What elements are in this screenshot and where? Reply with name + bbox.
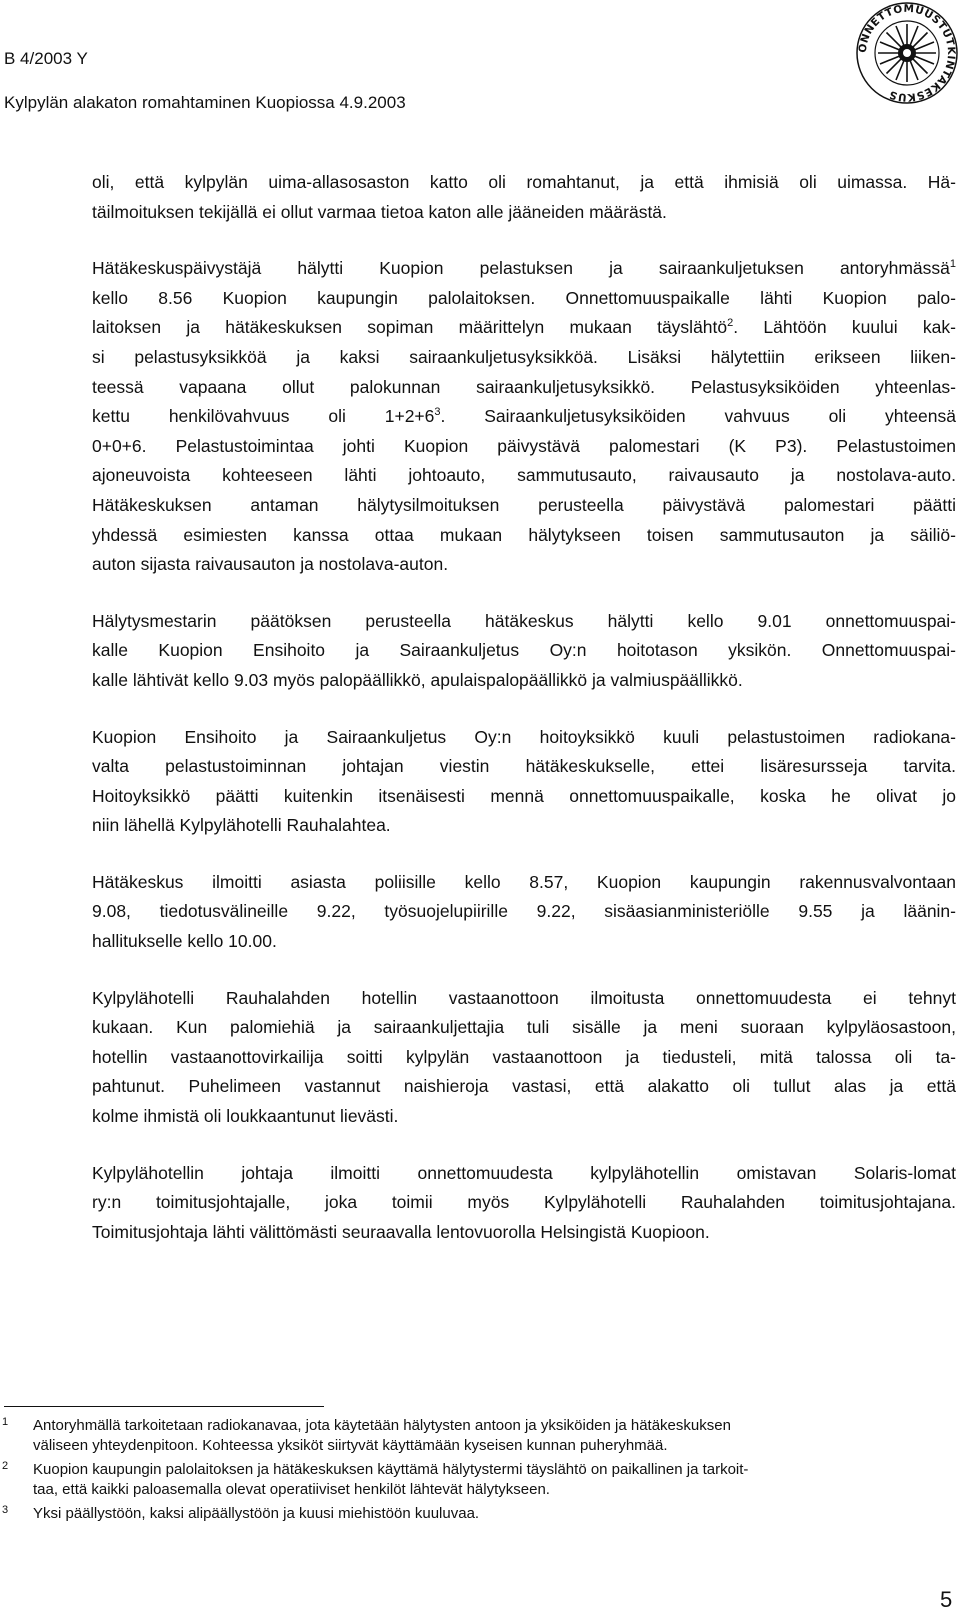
footnotes	[0, 1416, 960, 1528]
paragraph	[92, 723, 956, 841]
paragraph-line: kalle lähtivät kello 9.03 myös palopäällikkö, apulaispalopäällikkö ja valmiuspäällikkö.	[92, 669, 743, 690]
footnote-line: väliseen yhteydenpitoon. Kohteessa yksiköt siirtyvät käyttämään kyseisen kunnan puheryhmää.	[33, 1437, 668, 1454]
paragraph-line: pahtunut. Puhelimeen vastannut naishieroja vastasi, että alakatto oli tullut alas ja että	[92, 1076, 956, 1097]
paragraph-line: kukaan. Kun palomiehiä ja sairaankuljettajia tuli sisälle ja meni suoraan kylpyläosastoon,	[92, 1017, 956, 1038]
paragraph-line: kettu henkilövahvuus oli $1+2+6^3$. Sairaankuljetusyksiköiden vahvuus oli yhteensä	[92, 406, 956, 427]
paragraph	[92, 984, 956, 1132]
paragraph-line: Kuopion Ensihoito ja Sairaankuljetus Oy:n hoitoyksikkö kuuli pelastustoimen radiokana-	[92, 726, 956, 747]
paragraph-line: 9.08, tiedotusvälineille 9.22, työsuojelupiirille 9.22, sisäasianministeriölle 9.55 ja läänin-	[92, 901, 956, 922]
paragraph-line: Hätäkeskuspäivystäjä hälytti Kuopion pelastuksen ja sairaankuljetuksen antoryhmässä$^1$	[92, 258, 956, 279]
paragraph	[92, 1159, 956, 1248]
paragraph	[92, 254, 956, 580]
footnote-number: 1	[2, 1416, 9, 1428]
paragraph-line: kello 8.56 Kuopion kaupungin palolaitoksen. Onnettomuuspaikalle lähti Kuopion palo-	[92, 287, 956, 308]
paragraph-line: Hätäkeskuksen antaman hälytysilmoituksen perusteella päivystävä palomestari päätti	[92, 494, 956, 515]
footnote-line: Yksi päällystöön, kaksi alipäällystöön ja kuusi miehistöön kuuluvaa.	[33, 1505, 480, 1522]
paragraph-line: kalle Kuopion Ensihoito ja Sairaankuljetus Oy:n hoitotason yksikön. Onnettomuuspai-	[92, 640, 956, 661]
paragraph-line: teessä vapaana ollut palokunnan sairaankuljetusyksikkö. Pelastusyksiköiden yhteenlas-	[92, 376, 956, 397]
footnote	[0, 1416, 960, 1456]
paragraph-line: täilmoituksen tekijällä ei ollut varmaa tietoa katon alle jääneiden määrästä.	[92, 201, 667, 222]
paragraph	[92, 168, 956, 227]
logo-ring-text: ONNETTOMUUSTUTKINTAKESKUS	[856, 2, 958, 104]
paragraph-line: Hälytysmestarin päätöksen perusteella hätäkeskus hälytti kello 9.01 onnettomuuspai-	[92, 610, 956, 631]
footnote-reference[interactable]: 2	[727, 317, 734, 330]
footnote-number: 3	[2, 1504, 9, 1516]
footnote-line: Kuopion kaupungin palolaitoksen ja hätäkeskuksen käyttämä hälytystermi täyslähtö on paikallinen ja tarkoit-	[33, 1461, 749, 1478]
paragraph	[92, 868, 956, 957]
paragraph-line: niin lähellä Kylpylähotelli Rauhalahtea.	[92, 815, 391, 836]
paragraph	[92, 607, 956, 696]
paragraph-line: Kylpylähotellin johtaja ilmoitti onnettomuudesta kylpylähotellin omistavan Solaris-lomat	[92, 1162, 956, 1183]
onnettomuustutkintakeskus-logo	[854, 0, 960, 106]
paragraph-line: Hätäkeskus ilmoitti asiasta poliisille kello 8.57, Kuopion kaupungin rakennusvalvontaan	[92, 871, 956, 892]
paragraph-line: hallitukselle kello 10.00.	[92, 931, 277, 952]
paragraph-line: yhdessä esimiesten kanssa ottaa mukaan hälytykseen toisen sammutusauton ja säiliö-	[92, 524, 956, 545]
footnote	[0, 1460, 960, 1500]
paragraph-line: Hoitoyksikkö päätti kuitenkin itsenäisesti mennä onnettomuuspaikalle, koska he olivat jo	[92, 785, 956, 806]
footnote-line: Antoryhmällä tarkoitetaan radiokanavaa, jota käytetään hälytysten antoon ja yksiköiden ja hätäkeskuksen	[33, 1417, 731, 1434]
footnote-separator	[4, 1406, 324, 1407]
main-text	[92, 168, 956, 1274]
footnote-number: 2	[2, 1460, 9, 1472]
paragraph-line: 0+0+6. Pelastustoimintaa johti Kuopion päivystävä palomestari (K P3). Pelastustoimen	[92, 435, 956, 456]
paragraph-line: valta pelastustoiminnan johtajan viestin hätäkeskukselle, ettei lisäresursseja tarvita.	[92, 756, 956, 777]
paragraph-line: kolme ihmistä oli loukkaantunut lievästi.	[92, 1106, 399, 1127]
paragraph-line: Toimitusjohtaja lähti välittömästi seuraavalla lentovuorolla Helsingistä Kuopioon.	[92, 1221, 710, 1242]
paragraph-line: auton sijasta raivausauton ja nostolava-auton.	[92, 554, 449, 575]
paragraph-line: ry:n toimitusjohtajalle, joka toimii myös Kylpylähotelli Rauhalahden toimitusjohtajana.	[92, 1192, 956, 1213]
footnote	[0, 1504, 960, 1524]
paragraph-line: laitoksen ja hätäkeskuksen sopiman määrittelyn mukaan täyslähtö$^2$. Lähtöön kuului kak-	[92, 317, 956, 338]
paragraph-line: hotellin vastaanottovirkailija soitti kylpylän vastaanottoon ja tiedusteli, mitä talossa oli ta-	[92, 1046, 956, 1067]
footnote-reference[interactable]: 1	[949, 258, 956, 271]
paragraph-line: si pelastusyksikköä ja kaksi sairaankuljetusyksikköä. Lisäksi hälytettiin erikseen liiken-	[92, 346, 956, 367]
document-title: Kylpylän alakaton romahtaminen Kuopiossa 4.9.2003	[4, 93, 406, 112]
paragraph-line: Kylpylähotelli Rauhalahden hotellin vastaanottoon ilmoitusta onnettomuudesta ei tehnyt	[92, 987, 956, 1008]
document-id: B 4/2003 Y	[4, 49, 88, 68]
paragraph-line: ajoneuvoista kohteeseen lähti johtoauto, sammutusauto, raivausauto ja nostolava-auto.	[92, 465, 956, 486]
footnote-reference[interactable]: 3	[434, 406, 441, 419]
page-number: 5	[940, 1587, 953, 1612]
paragraph-line: oli, että kylpylän uima-allasosaston katto oli romahtanut, ja että ihmisiä oli uimassa. Hä-	[92, 172, 956, 192]
footnote-line: taa, että kaikki paloasemalla olevat operatiiviset henkilöt lähtevät hälytykseen.	[33, 1481, 550, 1498]
